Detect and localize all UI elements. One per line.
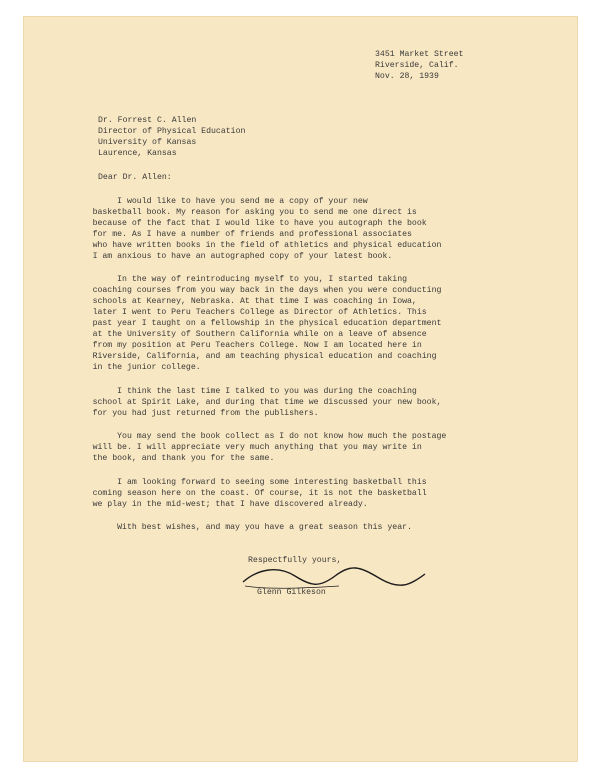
sender-city: Riverside, Calif. — [375, 61, 459, 70]
typed-signature-name: Glenn Gilkeson — [257, 588, 326, 597]
recipient-title: Director of Physical Education — [98, 127, 246, 136]
sender-street: 3451 Market Street — [375, 50, 464, 59]
body-line: for you had just returned from the publishers. — [68, 409, 319, 418]
body-line: I am anxious to have an autographed copy of your latest book. — [68, 252, 393, 261]
body-line: the book, and thank you for the same. — [68, 454, 275, 463]
salutation: Dear Dr. Allen: — [98, 173, 172, 182]
body-line: from my position at Peru Teachers College. Now I am located here in — [68, 341, 422, 350]
letter-date: Nov. 28, 1939 — [375, 72, 439, 81]
body-line: will be. I will appreciate very much anything that you may write in — [68, 443, 422, 452]
body-line: past year I taught on a fellowship in the physical education department — [68, 319, 442, 328]
body-line: we play in the mid-west; that I have discovered already. — [68, 500, 368, 509]
body-line: at the University of Southern California while on a leave of absence — [68, 330, 427, 339]
body-line: later I went to Peru Teachers College as Director of Athletics. This — [68, 308, 427, 317]
body-line: With best wishes, and may you have a great season this year. — [68, 523, 412, 532]
complimentary-close: Respectfully yours, — [248, 556, 342, 565]
body-line: who have written books in the field of athletics and physical education — [68, 241, 442, 250]
body-line: because of the fact that I would like to have you autograph the book — [68, 219, 427, 228]
body-line: basketball book. My reason for asking you to send me one direct is — [68, 208, 417, 217]
body-line: school at Spirit Lake, and during that time we discussed your new book, — [68, 398, 442, 407]
body-line: coming season here on the coast. Of course, it is not the basketball — [68, 489, 427, 498]
body-line: in the junior college. — [68, 363, 201, 372]
recipient-name: Dr. Forrest C. Allen — [98, 116, 197, 125]
letter-paper — [23, 16, 578, 762]
body-line: for me. As I have a number of friends and professional associates — [68, 230, 412, 239]
recipient-city: Laurence, Kansas — [98, 149, 177, 158]
body-line: I am looking forward to seeing some interesting basketball this — [68, 478, 427, 487]
recipient-institution: University of Kansas — [98, 138, 197, 147]
body-line: You may send the book collect as I do not know how much the postage — [68, 432, 447, 441]
body-line: I would like to have you send me a copy of your new — [68, 197, 368, 206]
body-line: schools at Kearney, Nebraska. At that time I was coaching in Iowa, — [68, 297, 417, 306]
body-line: In the way of reintroducing myself to you, I started taking — [68, 275, 408, 284]
body-line: I think the last time I talked to you was during the coaching — [68, 387, 417, 396]
body-line: coaching courses from you way back in the days when you were conducting — [68, 286, 442, 295]
body-line: Riverside, California, and am teaching physical education and coaching — [68, 352, 437, 361]
